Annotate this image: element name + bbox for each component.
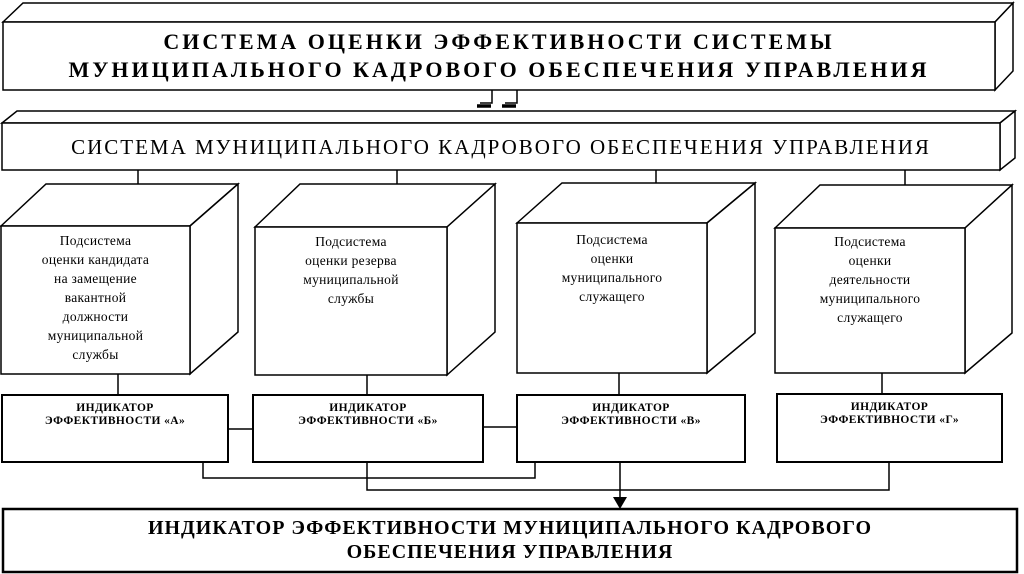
indicator-a-label: ИНДИКАТОР ЭФФЕКТИВНОСТИ «А» — [44, 402, 186, 427]
subsystem-cube-4 — [775, 185, 1012, 373]
subsystem-cube-3 — [517, 183, 755, 373]
indicator-g-label: ИНДИКАТОР ЭФФЕКТИВНОСТИ «Г» — [819, 401, 960, 426]
indicator-b-label: ИНДИКАТОР ЭФФЕКТИВНОСТИ «Б» — [298, 402, 438, 427]
indicator-v-label: ИНДИКАТОР ЭФФЕКТИВНОСТИ «В» — [561, 402, 701, 427]
indicator-box-g — [777, 394, 1002, 462]
subsystem-1-label: Подсистема оценки кандидата на замещение вакантной должности муниципальной службы — [41, 233, 150, 362]
system-box-3d — [2, 111, 1015, 170]
indicator-box-b — [253, 395, 483, 462]
down-arrow-icon — [613, 497, 627, 509]
top-box-label: СИСТЕМА ОЦЕНКИ ЭФФЕКТИВНОСТИ СИСТЕМЫ МУНИЦИПАЛЬНОГО КАДРОВОГО ОБЕСПЕЧЕНИЯ УПРАВЛЕНИЯ — [68, 29, 930, 82]
result-box — [3, 509, 1017, 572]
subsystem-cube-2 — [255, 184, 495, 375]
subsystem-4-label: Подсистема оценки деятельности муниципального служащего — [819, 234, 921, 325]
indicator-to-result-connectors — [203, 462, 889, 509]
result-box-label: ИНДИКАТОР ЭФФЕКТИВНОСТИ МУНИЦИПАЛЬНОГО КАДРОВОГО ОБЕСПЕЧЕНИЯ УПРАВЛЕНИЯ — [147, 516, 873, 563]
indicator-box-a — [2, 395, 228, 462]
bar-to-cube-connectors — [138, 170, 905, 194]
subsystem-2-label: Подсистема оценки резерва муниципальной службы — [303, 234, 399, 306]
top-box-3d — [3, 3, 1013, 90]
indicator-box-v — [517, 395, 745, 462]
double-down-arrow-icon — [477, 90, 517, 106]
system-box-label: СИСТЕМА МУНИЦИПАЛЬНОГО КАДРОВОГО ОБЕСПЕЧЕНИЯ УПРАВЛЕНИЯ — [71, 134, 931, 159]
subsystem-cube-1 — [1, 184, 238, 374]
subsystem-3-label: Подсистема оценки муниципального служащего — [561, 232, 663, 304]
cube-to-indicator-connectors — [118, 373, 882, 395]
